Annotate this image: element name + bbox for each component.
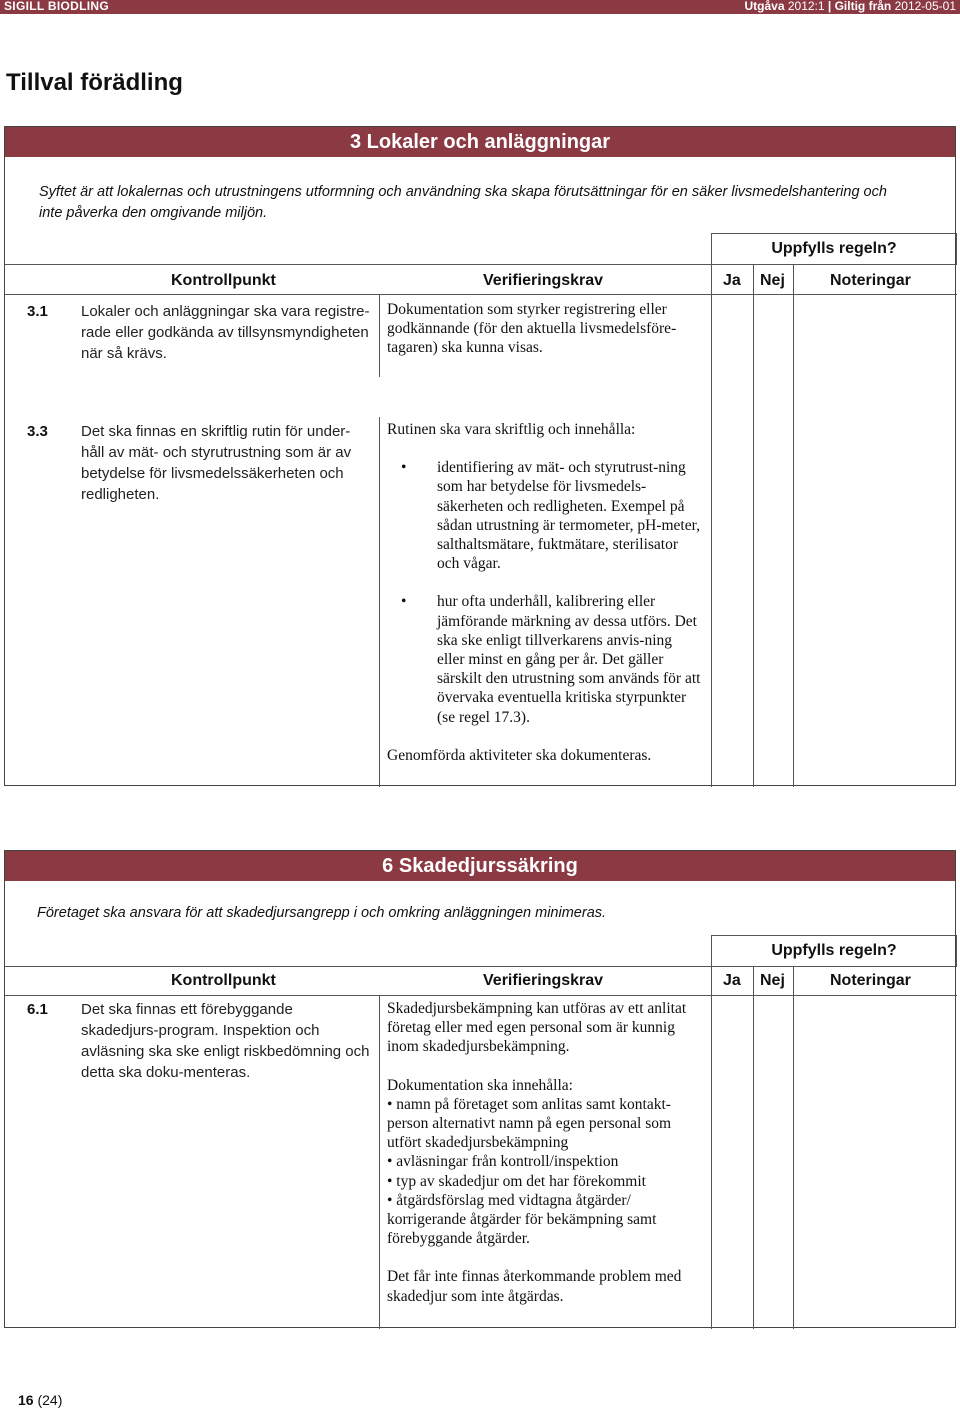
col-divider — [753, 264, 754, 787]
col-kontrollpunkt: Kontrollpunkt — [171, 972, 276, 989]
list-item: • typ av skadedjur om det har förekommit — [387, 1172, 646, 1190]
col-divider — [711, 935, 712, 1329]
row-kontrollpunkt-text: Det ska finnas ett förebyggande skadedjurs-program. Inspektion och avläsning ska ske enligt riskbedömning och detta ska doku-menteras. — [81, 1001, 370, 1081]
col-divider — [711, 233, 712, 787]
uppfylls-label: Uppfylls regeln? — [711, 935, 957, 966]
col-nej: Nej — [760, 272, 785, 289]
col-divider — [753, 966, 754, 1329]
edition-label: Utgåva — [744, 0, 785, 13]
page-number — [18, 1392, 62, 1408]
header-line-top — [5, 264, 957, 265]
header-line-top — [5, 966, 957, 967]
row-verifieringskrav-block — [387, 999, 703, 1306]
row-kontrollpunkt-text: Lokaler och anläggningar ska vara registre-rade eller godkända av tillsynsmyndigheten när så krävs. — [81, 303, 370, 362]
page-current: 16 — [18, 1392, 34, 1408]
verif-intro: Dokumentation ska innehålla: — [387, 1076, 573, 1094]
header-separator: | — [827, 0, 832, 13]
verif-paragraph: Skadedjursbekämpning kan utföras av ett anlitat företag eller med egen personal som är kunnig inom skadedjursbekämpning. — [387, 1000, 687, 1056]
header-brand: SIGILL BIODLING — [4, 0, 109, 13]
section-3-title: 3 Lokaler och anläggningar — [5, 127, 955, 157]
col-noteringar: Noteringar — [830, 972, 911, 989]
header-line-bottom — [5, 995, 957, 996]
list-item: • hur ofta underhåll, kalibrering eller jämförande märkning av dessa utförs. Det ska ske enligt tillverkarens anvis-ning eller minst en gång per år. Det gäller särskilt den utrustning som används för att övervaka eventuella kritiska styrpunkter (se regel 17.3). — [387, 592, 703, 726]
col-divider — [379, 995, 380, 1329]
verif-intro: Rutinen ska vara skriftlig och innehålla: — [387, 421, 636, 438]
list-item: • identifiering av mät- och styrutrust-ning som har betydelse för livsmedels-säkerheten och redligheten. Exempel på sådan utrustning är termometer, pH-meter, salthaltsmätare, fuktmätare, sterilisator och vågar. — [387, 458, 703, 573]
list-item: • avläsningar från kontroll/inspektion — [387, 1153, 619, 1171]
valid-value: 2012-05-01 — [894, 0, 956, 13]
col-nej: Nej — [760, 972, 785, 989]
header-line-bottom — [5, 294, 957, 295]
header-edition — [744, 0, 956, 13]
col-divider — [793, 966, 794, 1329]
section-6-purpose: Företaget ska ansvara för att skadedjursangrepp i och omkring anläggningen minimeras. — [37, 905, 607, 921]
verif-bullet-list — [387, 458, 703, 727]
valid-label: Giltig från — [834, 0, 892, 13]
section-6-title: 6 Skadedjurssäkring — [5, 851, 955, 881]
verif-outro: Genomförda aktiviteter ska dokumenteras. — [387, 746, 652, 764]
col-ja: Ja — [723, 972, 741, 989]
col-divider — [379, 417, 380, 787]
section-6-table — [4, 850, 956, 1328]
row-number: 6.1 — [27, 1001, 48, 1018]
list-item: • namn på företaget som anlitas samt kontakt-person alternativt namn på egen personal som utfört skadedjursbekämpning — [387, 1095, 672, 1152]
row-verifieringskrav-block — [387, 420, 703, 765]
col-ja: Ja — [723, 272, 741, 289]
uppfylls-label: Uppfylls regeln? — [711, 233, 957, 264]
list-item: • åtgärdsförslag med vidtagna åtgärder/ korrigerande åtgärder för bekämpning samt förebyggande åtgärder. — [387, 1191, 657, 1248]
row-kontrollpunkt-text: Det ska finnas en skriftlig rutin för under-håll av mät- och styrutrustning som är av betydelse för livsmedelssäkerheten och redligheten. — [81, 423, 352, 503]
col-noteringar: Noteringar — [830, 272, 911, 289]
section-3-purpose: Syftet är att lokalernas och utrustningens utformning och användning ska skapa förutsättningar för en säker livsmedelshantering och inte påverka den omgivande miljön. — [39, 184, 887, 221]
edition-value: 2012:1 — [787, 0, 825, 13]
section-3-table — [4, 126, 956, 786]
col-kontrollpunkt: Kontrollpunkt — [171, 272, 276, 289]
row-number: 3.1 — [27, 303, 48, 320]
row-number: 3.3 — [27, 423, 48, 440]
col-divider — [793, 264, 794, 787]
verif-outro: Det får inte finnas återkommande problem med skadedjur som inte åtgärdas. — [387, 1268, 682, 1305]
col-verifieringskrav: Verifieringskrav — [483, 272, 604, 289]
row-verifieringskrav-text: Dokumentation som styrker registrering eller godkännande (för den aktuella livsmedelsföre-tagaren) ska kunna visas. — [387, 301, 677, 357]
page-title: Tillval förädling — [6, 69, 183, 96]
col-divider — [379, 294, 380, 377]
page-total: (24) — [37, 1392, 63, 1408]
verif-bullet-list — [387, 1095, 703, 1249]
header-bar — [0, 0, 960, 14]
col-verifieringskrav: Verifieringskrav — [483, 972, 604, 989]
